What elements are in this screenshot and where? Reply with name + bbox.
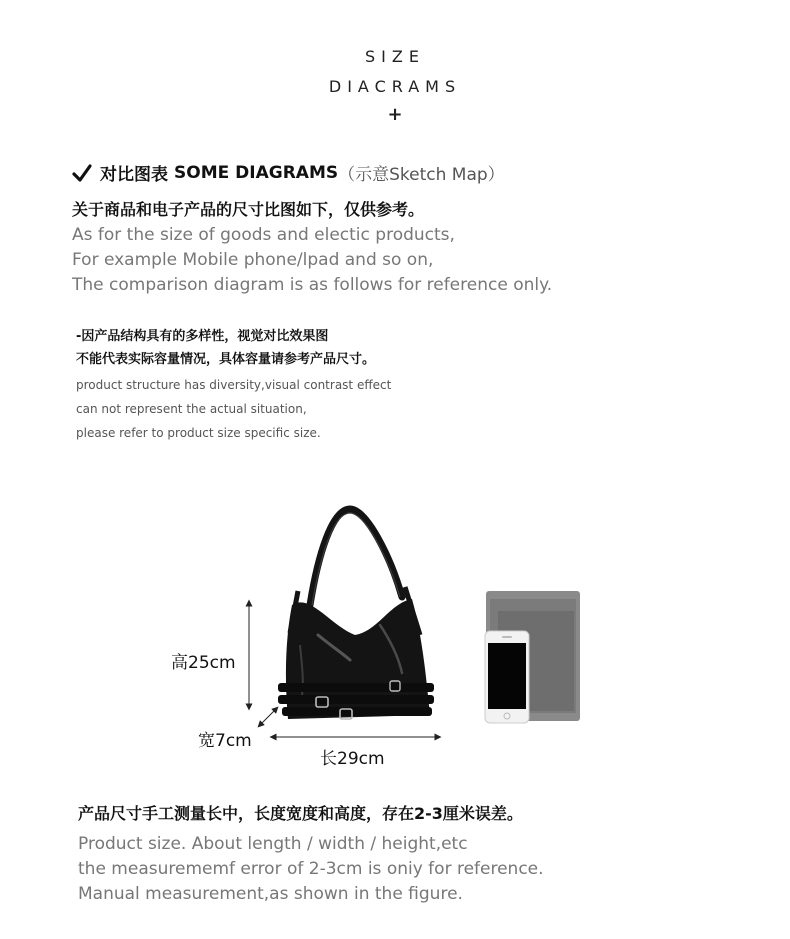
footer-en-line: the measurememf error of 2-3cm is oniy for reference. [78,859,544,879]
intro-cn: 关于商品和电子产品的尺寸比图如下，仅供参考。 [72,200,425,219]
note-cn [76,325,375,371]
note-en [76,373,391,445]
length-label: 长29cm [320,749,385,769]
footer-en-line: Manual measurement,as shown in the figure. [78,884,463,904]
plus-icon: + [387,104,403,125]
intro-en-line: The comparison diagram is as follows for reference only. [72,275,553,295]
section-title-note: （示意Sketch Map） [338,165,505,185]
diagrams-title: DIACRAMS [328,77,462,96]
checkmark-icon [72,163,92,183]
note-en-line: can not represent the actual situation, [76,402,307,416]
phone-image [485,631,529,723]
section-header [72,160,505,185]
footer-en [78,832,544,907]
width-label: 宽7cm [198,731,252,751]
section-title-cn: 对比图表 [100,165,168,185]
note-en-line: please refer to product size specific size. [76,426,321,440]
section-title-en: SOME DIAGRAMS [174,162,339,183]
handbag-image [278,509,434,719]
footer-en-line: Product size. About length / width / height,etc [78,834,468,854]
note-en-line: product structure has diversity,visual contrast effect [76,378,392,392]
intro-en-line: As for the size of goods and electic products, [72,225,455,245]
intro-en-line: For example Mobile phone/lpad and so on, [72,250,434,270]
size-title: SIZE [365,47,425,66]
width-arrow [260,709,276,725]
note-cn-line: 不能代表实际容量情况，具体容量请参考产品尺寸。 [76,352,376,367]
footer-cn: 产品尺寸手工测量长中，长度宽度和高度，存在2-3厘米误差。 [78,804,523,823]
intro-en [72,223,552,298]
height-label: 高25cm [171,653,236,673]
note-cn-line: -因产品结构具有的多样性，视觉对比效果图 [76,329,329,344]
